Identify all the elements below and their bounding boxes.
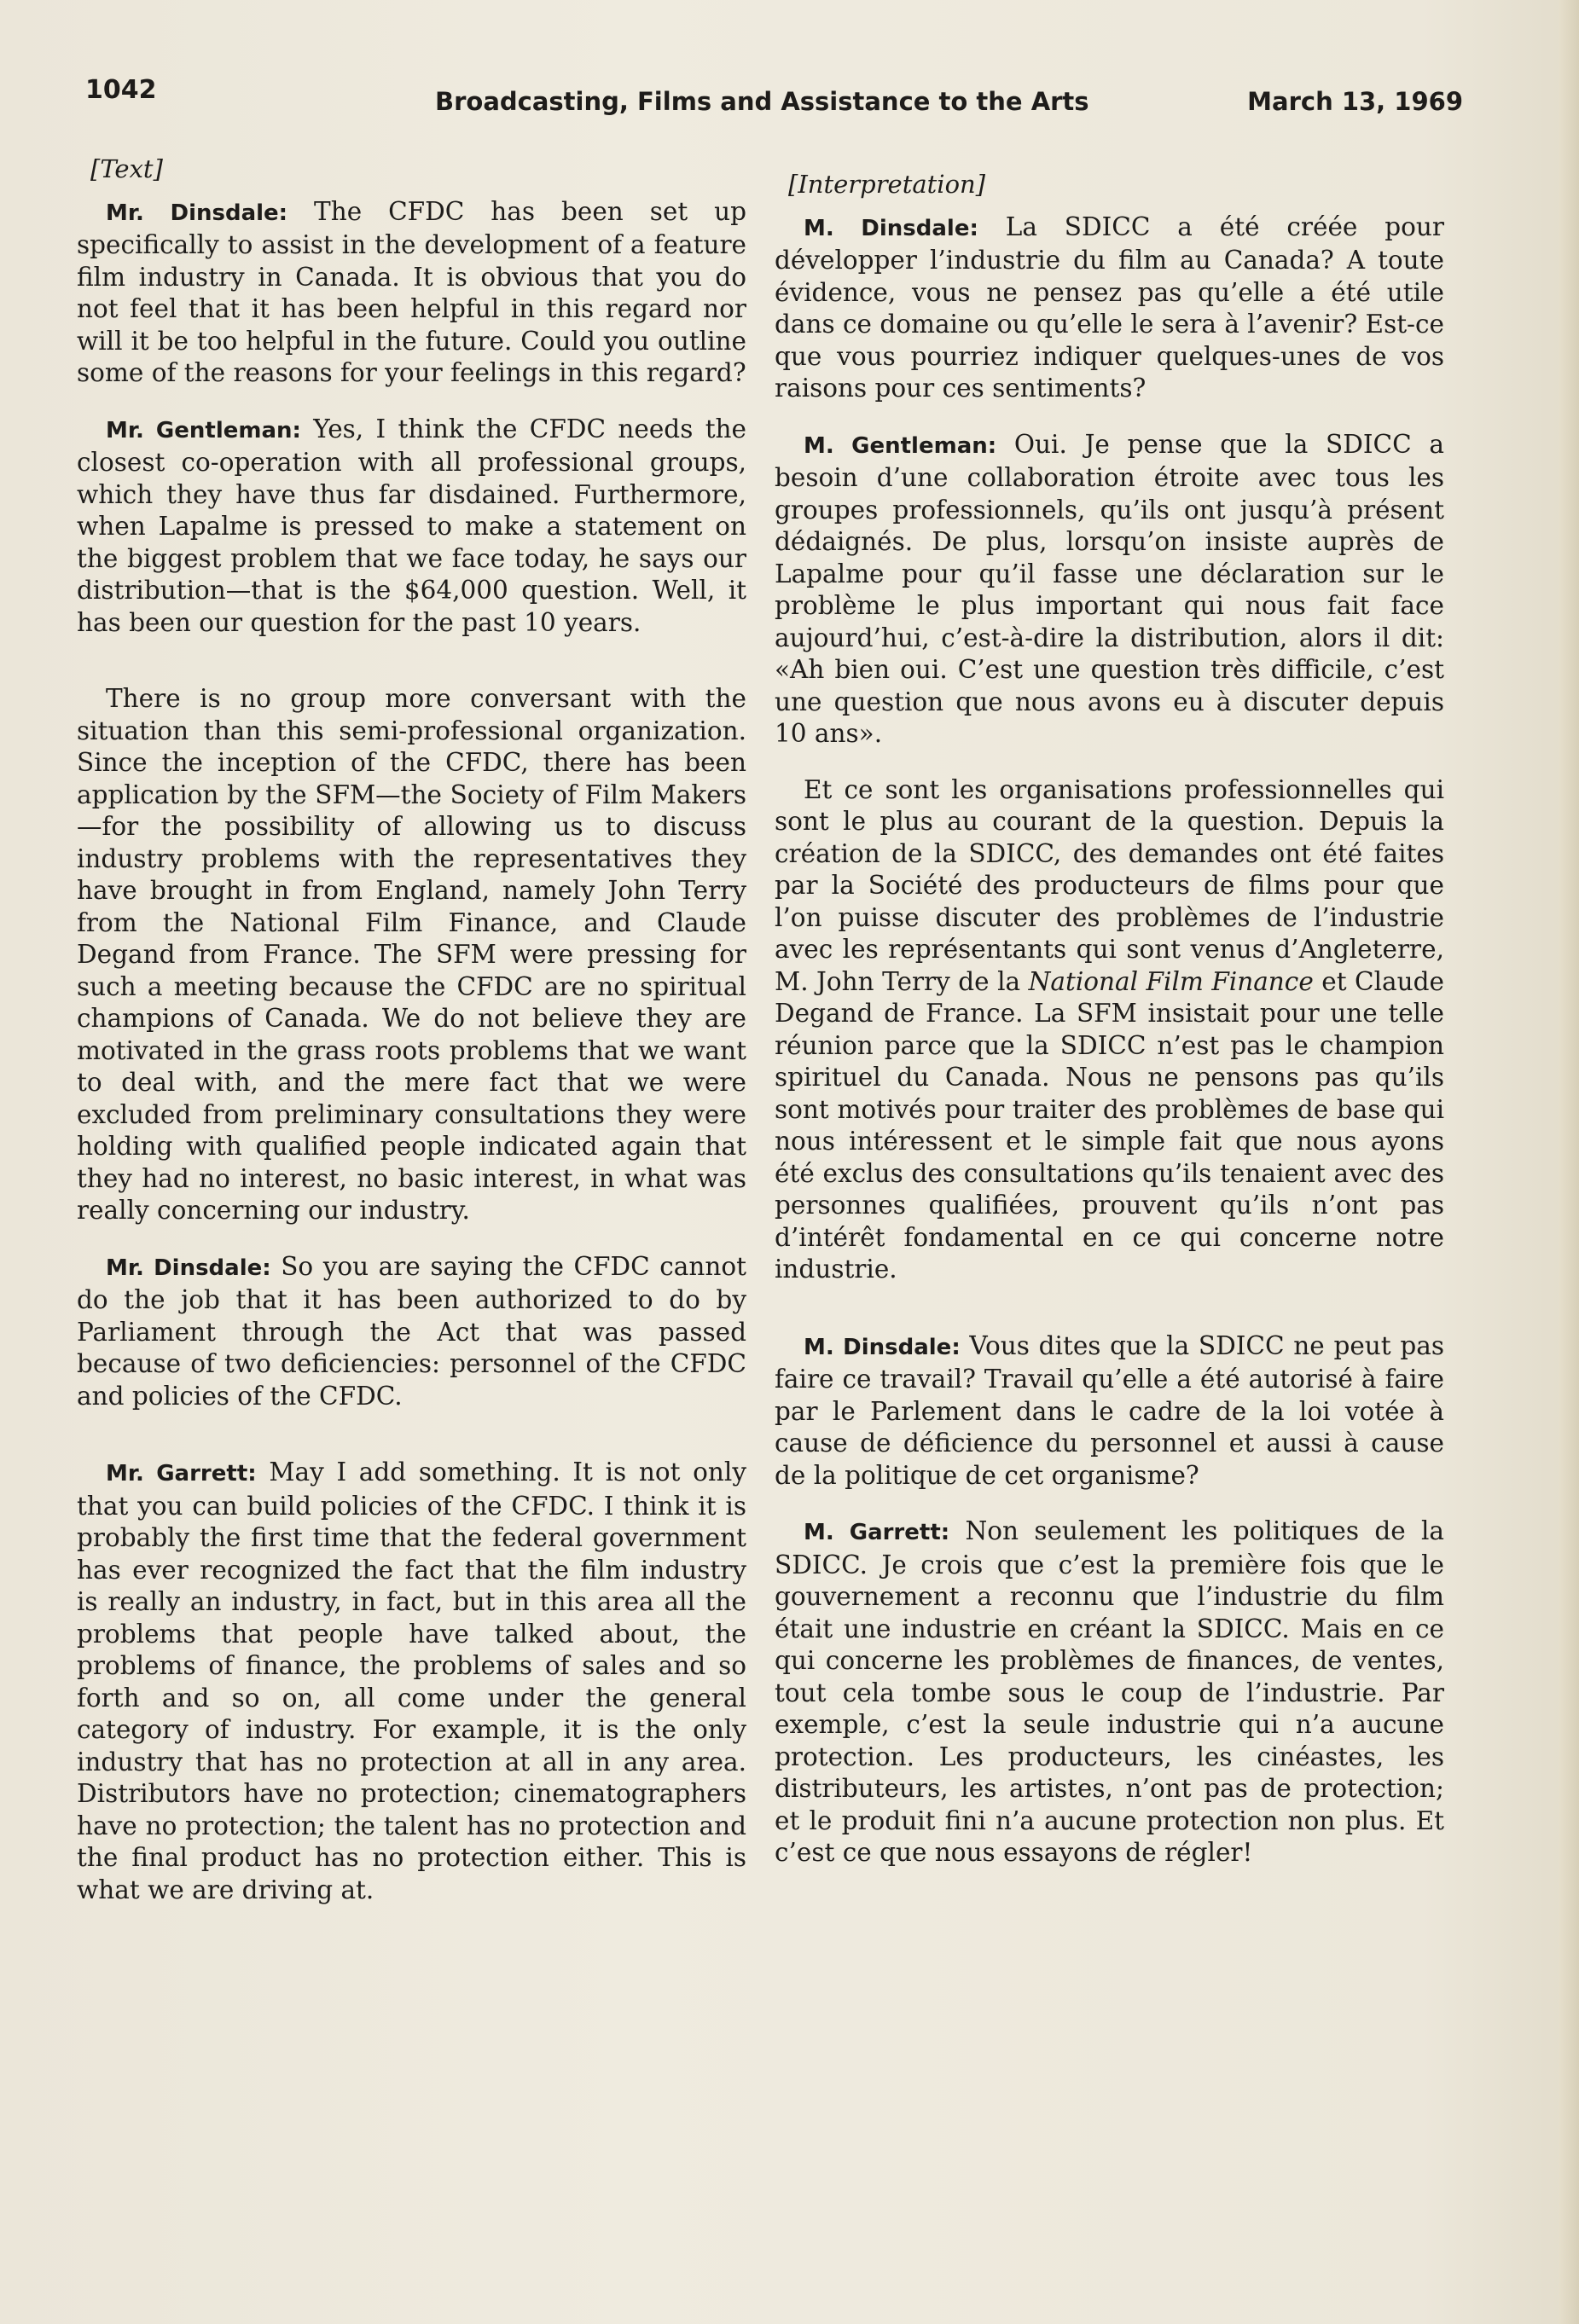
paragraph-italic-text: National Film Finance [1028,966,1314,996]
page-edge [1559,0,1579,2324]
speaker-label: Mr. Dinsdale: [106,1255,271,1281]
paragraph-garrett [77,1457,746,1906]
paragraph-dinsdale-question [77,196,746,390]
speaker-label: M. Dinsdale: [804,1334,961,1360]
paragraph-text: Et ce sont les organisations professionnelles qui sont le plus au courant de la question. Depuis la création de la SDICC, des demandes ont été faites par la Société des producteurs de films pour que l’on puisse discuter des problèmes de l’industrie avec les représentants qui sont venus d’Angleterre, M. John Terry de la [775,774,1444,996]
interpretation-tag: [Interpretation] [788,170,986,199]
paragraph-text: So you are saying the CFDC cannot do the job that it has been authorized to do by Parliament through the Act that was passed because of two deficiencies: personnel of the CFDC and policies of the CFDC. [77,1251,746,1411]
french-column [775,169,1444,1893]
speaker-label: Mr. Dinsdale: [106,200,288,226]
speaker-label: M. Dinsdale: [804,215,978,241]
running-header [85,75,1463,126]
page-number: 1042 [85,75,157,105]
text-tag: [Text] [90,154,163,183]
speaker-label: Mr. Garrett: [106,1461,257,1487]
speaker-label: M. Garrett: [804,1520,950,1545]
paragraph-text: Vous dites que la SDICC ne peut pas faire ce travail? Travail qu’elle a été autorisé à faire par le Parlement dans le cadre de la loi votée à cause de déficience du personnel et aussi à cause de la politique de cet organisme? [775,1330,1444,1490]
paragraph-sfm [77,683,746,1227]
paragraph-text: There is no group more conversant with the situation than this semi-professional organization. Since the inception of the CFDC, there has been application by the SFM—the Society of Film Makers—for the possibility of allowing us to discuss industry problems with the representatives they have brought in from England, namely John Terry from the National Film Finance, and Claude Degand from France. The SFM were pressing for such a meeting because the CFDC are no spiritual champions of Canada. We do not believe they are motivated in the grass roots problems that we want to deal with, and the mere fact that we were excluded from preliminary consultations they were holding with qualified people indicated again that they had no interest, no basic interest, in what was really concerning our industry. [77,684,746,1225]
paragraph-text: La SDICC a été créée pour développer l’industrie du film au Canada? A toute évidence, vous ne pensez pas qu’elle a été utile dans ce domaine ou qu’elle le sera à l’avenir? Est-ce que vous pourriez indiquer quelques-unes de vos raisons pour ces sentiments? [775,212,1445,403]
running-title: Broadcasting, Films and Assistance to the Arts [435,87,1089,116]
speaker-label: Mr. Gentleman: [106,417,301,443]
paragraph-gentleman-answer [77,414,746,640]
paragraph-sfm-fr [775,774,1444,1286]
paragraph-text: et Claude Degand de France. La SFM insistait pour une telle réunion parce que la SDICC n’est pas le champion spirituel du Canada. Nous ne pensons pas qu’ils sont motivés pour traiter des problèmes de base qui nous intéressent et le simple fait que nous ayons été exclus des consultations qu’ils tenaient avec des personnes qualifiées, prouvent qu’ils n’ont pas d’intérêt fondamental en ce qui concerne notre industrie. [775,966,1444,1284]
speaker-label: M. Gentleman: [804,432,997,459]
paragraph-garrett-fr [775,1516,1444,1869]
english-column [77,154,746,1930]
header-date: March 13, 1969 [1247,87,1463,116]
paragraph-dinsdale-question-fr [775,212,1444,405]
paragraph-gentleman-answer-fr [775,429,1444,751]
paragraph-text: Oui. Je pense que la SDICC a besoin d’une collaboration étroite avec tous les groupes professionnels, qu’ils ont jusqu’à présent dédaignés. De plus, lorsqu’on insiste auprès de Lapalme pour qu’il fasse une déclaration sur le problème le plus important qui nous fait face aujourd’hui, c’est-à-dire la distribution, alors il dit: «Ah bien oui. C’est une question très difficile, c’est une question que nous avons eu à discuter depuis 10 ans». [775,429,1445,748]
paragraph-dinsdale-followup-fr [775,1330,1444,1492]
paragraph-text: The CFDC has been set up specifically to assist in the development of a feature film industry in Canada. It is obvious that you do not feel that it has been helpful in this regard nor will it be too helpful in the future. Could you outline some of the reasons for your feelings in this regard? [77,196,747,387]
paragraph-text: Non seulement les politiques de la SDICC. Je crois que c’est la première fois que le gouvernement a reconnu que l’industrie du film était une industrie en créant la SDICC. Mais en ce qui concerne les problèmes de finances, de ventes, tout cela tombe sous le coup de l’industrie. Par exemple, c’est la seule industrie qui n’a aucune protection. Les producteurs, les cinéastes, les distributeurs, les artistes, n’ont pas de protection; et le produit fini n’a aucune protection non plus. Et c’est ce que nous essayons de régler! [775,1516,1444,1867]
paragraph-text: Yes, I think the CFDC needs the closest co-operation with all professional groups, which they have thus far disdained. Furthermore, when Lapalme is pressed to make a statement on the biggest problem that we face today, he says our distribution—that is the $64,000 question. Well, it has been our question for the past 10 years. [77,414,747,637]
paragraph-dinsdale-followup [77,1251,746,1413]
paragraph-text: May I add something. It is not only that you can build policies of the CFDC. I think it is probably the first time that the federal government has ever recognized the fact that the film industry is really an industry, in fact, but in this area all the problems that people have talked about, the problems of finance, the problems of sales and so forth and so on, all come under the general category of industry. For example, it is the only industry that has no protection at all in any area. Distributors have no protection; cinematographers have no protection; the talent has no protection and the final product has no protection either. This is what we are driving at. [77,1458,746,1904]
